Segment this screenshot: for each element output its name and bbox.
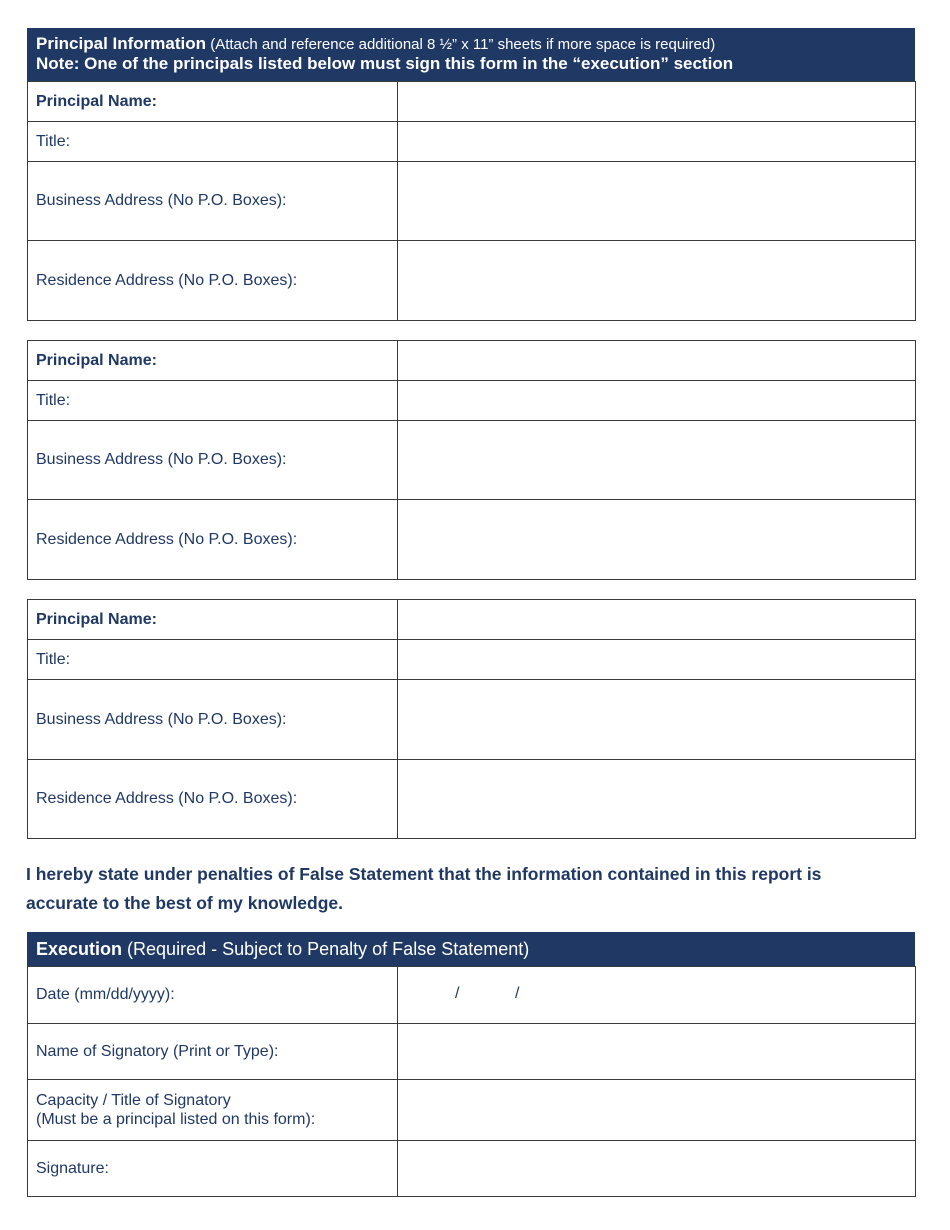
capacity-label <box>28 1080 398 1141</box>
business-address-field[interactable] <box>398 421 916 500</box>
capacity-label-line2: (Must be a principal listed on this form): <box>36 1111 316 1128</box>
business-address-input[interactable] <box>398 451 915 469</box>
business-address-field[interactable] <box>398 162 916 241</box>
principal-title-label: Title: <box>28 381 398 421</box>
capacity-field[interactable] <box>398 1080 916 1141</box>
principal-name-field[interactable] <box>398 600 916 640</box>
principal-name-label: Principal Name: <box>28 341 398 381</box>
residence-address-field[interactable] <box>398 760 916 839</box>
principal-info-title: Principal Information <box>36 34 207 53</box>
principal-table-1 <box>27 81 916 321</box>
business-address-label: Business Address (No P.O. Boxes): <box>28 680 398 760</box>
principal-name-input[interactable] <box>398 352 915 370</box>
signatory-name-field[interactable] <box>398 1024 916 1080</box>
principal-block-3 <box>27 599 915 839</box>
residence-address-input[interactable] <box>398 272 915 290</box>
principal-info-subtitle: (Attach and reference additional 8 ½” x 11” sheets if more space is required) <box>210 36 716 53</box>
principal-name-input[interactable] <box>398 611 915 629</box>
date-separator-1: / <box>455 985 460 1002</box>
principal-table-3 <box>27 599 916 839</box>
principal-title-label: Title: <box>28 122 398 162</box>
execution-table <box>27 966 916 1197</box>
execution-title: Execution <box>36 939 123 959</box>
principal-name-input[interactable] <box>398 93 915 111</box>
residence-address-label: Residence Address (No P.O. Boxes): <box>28 241 398 321</box>
principal-info-header-line1 <box>36 28 915 54</box>
residence-address-input[interactable] <box>398 790 915 808</box>
principal-title-input[interactable] <box>398 392 915 410</box>
date-field[interactable] <box>398 967 916 1024</box>
principal-title-label: Title: <box>28 640 398 680</box>
principal-title-field[interactable] <box>398 640 916 680</box>
date-separator-2: / <box>515 985 520 1002</box>
principal-info-header <box>27 28 915 82</box>
capacity-label-line1: Capacity / Title of Signatory <box>36 1092 231 1109</box>
principal-info-note: Note: One of the principals listed below must sign this form in the “execution” section <box>36 54 734 73</box>
signatory-name-input[interactable] <box>398 1043 915 1061</box>
principal-title-field[interactable] <box>398 122 916 162</box>
residence-address-field[interactable] <box>398 241 916 321</box>
principal-block-2 <box>27 340 915 580</box>
principal-name-label: Principal Name: <box>28 82 398 122</box>
residence-address-field[interactable] <box>398 500 916 580</box>
principal-title-input[interactable] <box>398 133 915 151</box>
signature-field[interactable] <box>398 1141 916 1197</box>
principal-title-field[interactable] <box>398 381 916 421</box>
principal-name-label: Principal Name: <box>28 600 398 640</box>
principal-name-field[interactable] <box>398 341 916 381</box>
principal-block-1 <box>27 81 915 321</box>
signatory-name-label: Name of Signatory (Print or Type): <box>28 1024 398 1080</box>
capacity-input[interactable] <box>398 1101 915 1119</box>
business-address-label: Business Address (No P.O. Boxes): <box>28 421 398 500</box>
signature-label: Signature: <box>28 1141 398 1197</box>
business-address-input[interactable] <box>398 711 915 729</box>
business-address-field[interactable] <box>398 680 916 760</box>
business-address-label: Business Address (No P.O. Boxes): <box>28 162 398 241</box>
execution-subtitle: (Required - Subject to Penalty of False Statement) <box>127 939 530 959</box>
principal-name-field[interactable] <box>398 82 916 122</box>
residence-address-label: Residence Address (No P.O. Boxes): <box>28 760 398 839</box>
false-statement-declaration: I hereby state under penalties of False Statement that the information contained in this report is accurate to the best of my knowledge. <box>26 864 822 913</box>
execution-header <box>27 932 915 966</box>
execution-block <box>27 966 915 1197</box>
residence-address-input[interactable] <box>398 531 915 549</box>
residence-address-label: Residence Address (No P.O. Boxes): <box>28 500 398 580</box>
date-label: Date (mm/dd/yyyy): <box>28 967 398 1024</box>
principal-title-input[interactable] <box>398 651 915 669</box>
business-address-input[interactable] <box>398 192 915 210</box>
principal-table-2 <box>27 340 916 580</box>
